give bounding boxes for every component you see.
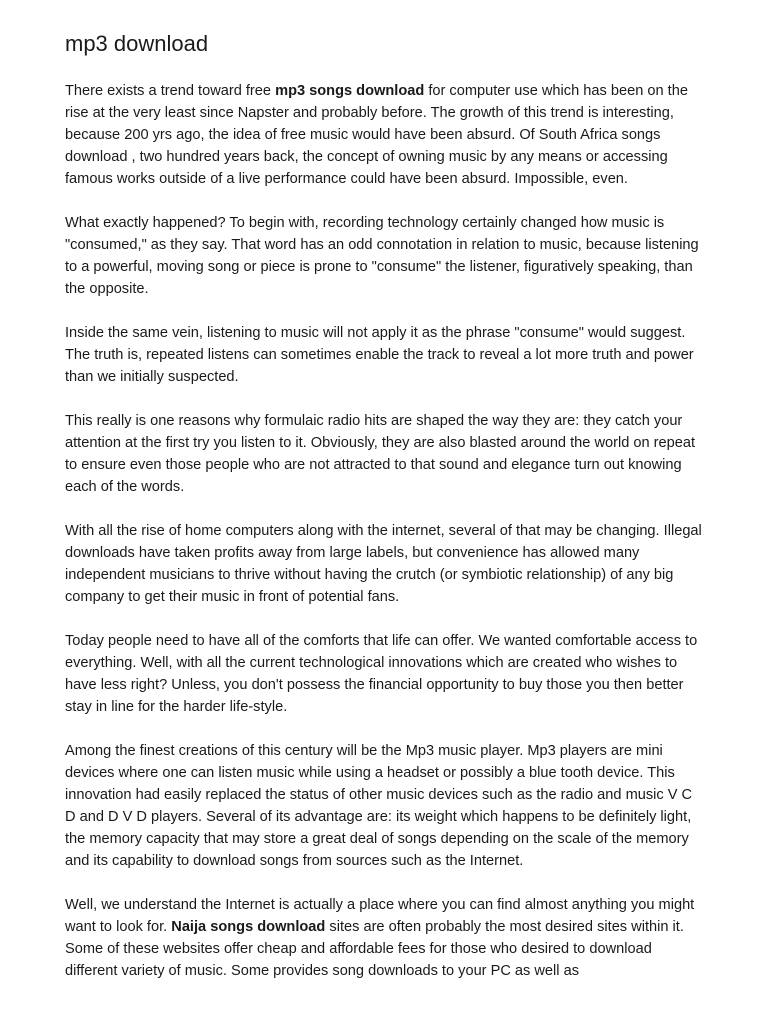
paragraph-text: What exactly happened? To begin with, recording technology certainly changed how music is "consumed," as they say. That word has an odd connotation in relation to music, because listening to a powerful, moving song or piece is prone to "consume" the listener, figuratively speaking, than the opposite. [65,215,699,297]
paragraph-text: Among the finest creations of this century will be the Mp3 music player. Mp3 players are mini devices where one can listen music while using a headset or possibly a blue tooth device. This innovation had easily replaced the status of other music devices such as the radio and music V C D and D V D players. Several of its advantage are: its weight which happens to be definitely light, the memory capacity that may store a great deal of songs depending on the scale of the memory and its capability to download songs from sources such as the Internet. [65,743,693,869]
body-paragraph [65,520,705,608]
paragraph-text: This really is one reasons why formulaic radio hits are shaped the way they are: they catch your attention at the first try you listen to it. Obviously, they are also blasted around the world on repeat to ensure even those people who are not attracted to that sound and elegance turn out knowing each of the words. [65,413,696,495]
body-paragraph [65,80,705,190]
paragraph-text: sites are often probably the most desired sites within it. Some of these websites offer cheap and affordable fees for those who desired to download different variety of music. Some provides song downloads to your PC as well as [65,919,684,979]
paragraph-text: Today people need to have all of the comforts that life can offer. We wanted comfortable access to everything. Well, with all the current technological innovations which are created who wishes to have less right? Unless, you don't possess the financial opportunity to buy those you then better stay in line for the harder life-style. [65,633,698,715]
body-paragraph [65,630,705,718]
paragraph-text: Inside the same vein, listening to music will not apply it as the phrase "consume" would suggest. The truth is, repeated listens can sometimes enable the track to reveal a lot more truth and power than we initially suspected. [65,325,694,385]
body-paragraph [65,410,705,498]
paragraph-text: Well, we understand the Internet is actually a place where you can find almost anything you might want to look for. [65,897,695,935]
bold-keyword: Naija songs download [171,919,326,935]
document-page [65,30,705,1004]
document-title: mp3 download [65,31,209,56]
bold-keyword: mp3 songs download [275,83,425,99]
body-paragraph [65,740,705,872]
body-paragraph [65,894,705,982]
body-paragraph [65,212,705,300]
paragraph-text: There exists a trend toward free [65,83,276,99]
paragraph-text: for computer use which has been on the rise at the very least since Napster and probably before. The growth of this trend is interesting, because 200 yrs ago, the idea of free music would have been absurd. Of South Africa songs download , two hundred years back, the concept of owning music by any means or accessing famous works outside of a live performance could have been absurd. Impossible, even. [65,83,688,187]
body-paragraph [65,322,705,388]
paragraph-text: With all the rise of home computers along with the internet, several of that may be changing. Illegal downloads have taken profits away from large labels, but convenience has allowed many independent musicians to thrive without having the crutch (or symbiotic relationship) of any big company to get their music in front of potential fans. [65,523,702,605]
document-body [65,80,705,982]
